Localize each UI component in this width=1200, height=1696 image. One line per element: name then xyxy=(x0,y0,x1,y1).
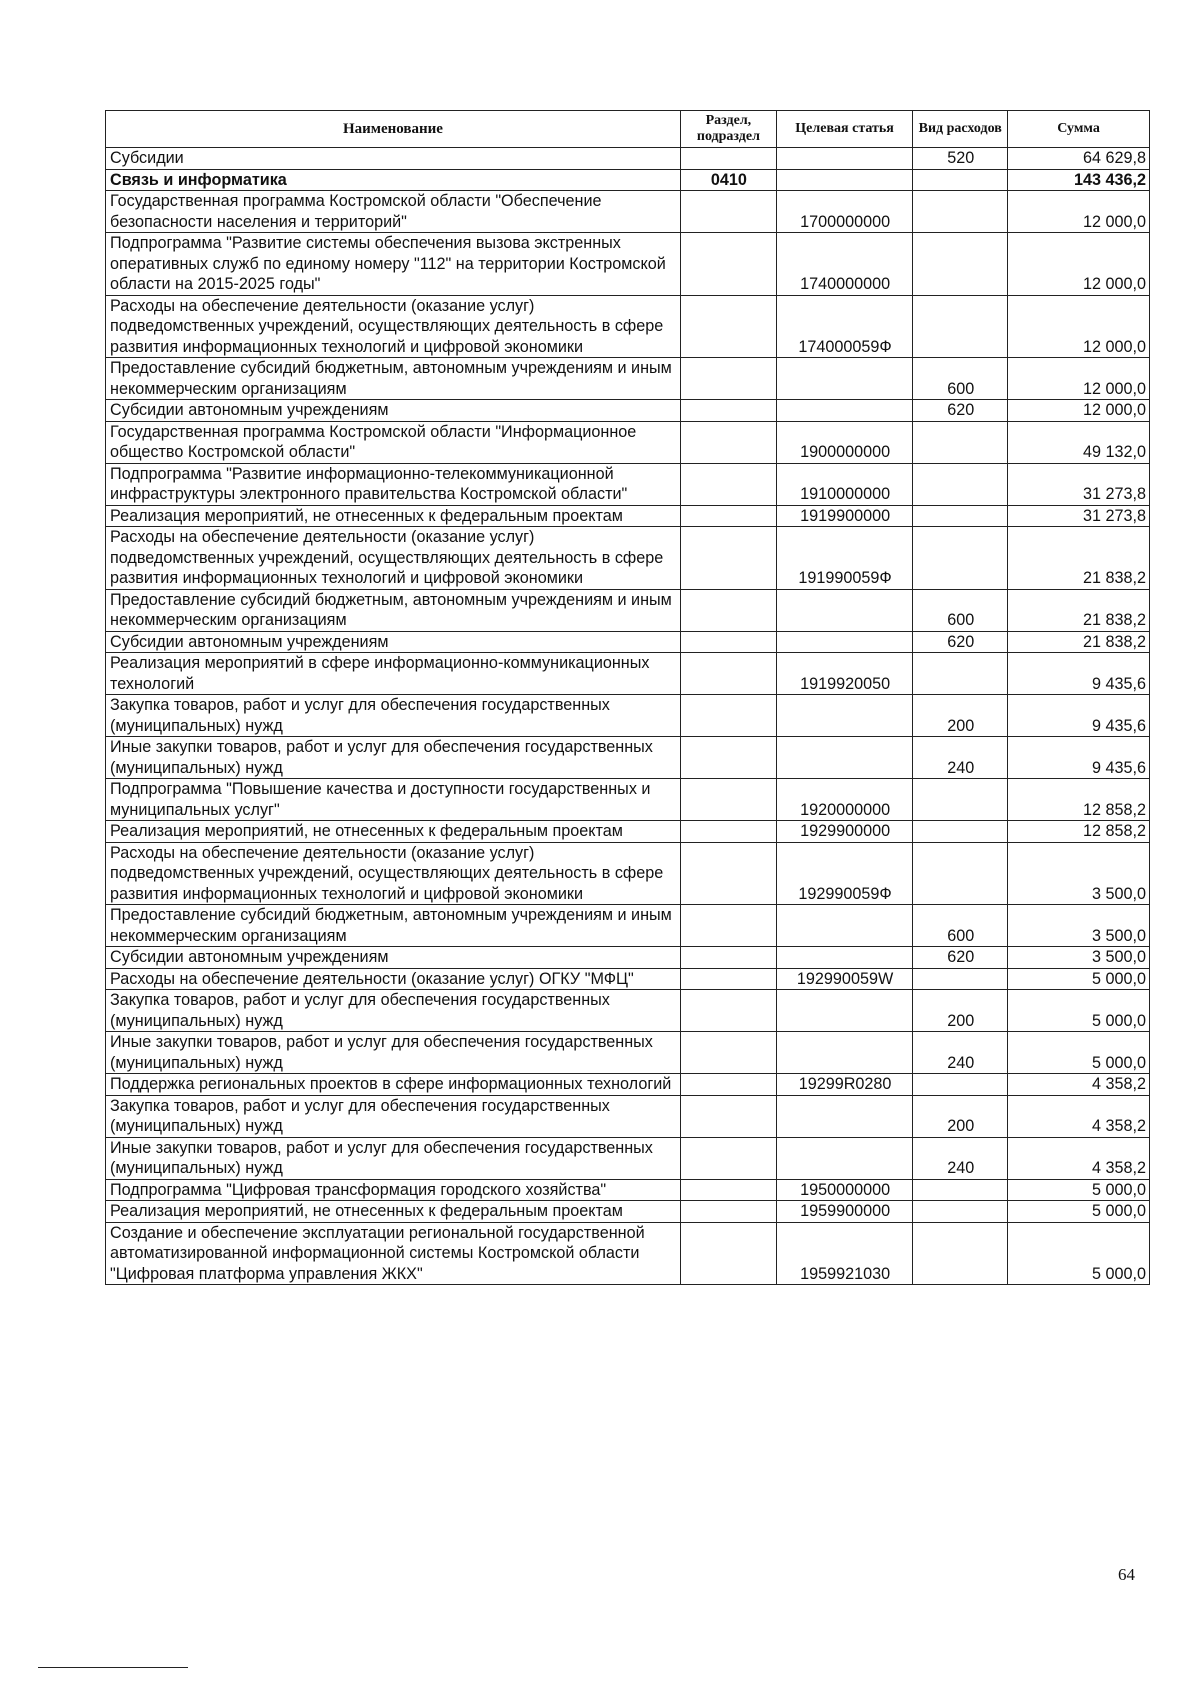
cell-target xyxy=(776,400,912,422)
cell-section xyxy=(680,653,776,695)
table-row xyxy=(106,990,1150,1032)
cell-sum: 5 000,0 xyxy=(1008,990,1150,1032)
cell-target xyxy=(776,1032,912,1074)
cell-kind: 620 xyxy=(913,631,1008,653)
cell-name: Реализация мероприятий, не отнесенных к федеральным проектам xyxy=(106,821,681,843)
cell-sum: 49 132,0 xyxy=(1008,421,1150,463)
cell-kind: 520 xyxy=(913,148,1008,170)
cell-target xyxy=(776,1095,912,1137)
cell-section xyxy=(680,821,776,843)
table-row xyxy=(106,1179,1150,1201)
cell-section xyxy=(680,1095,776,1137)
table-header-row xyxy=(106,111,1150,148)
table-row xyxy=(106,358,1150,400)
cell-target xyxy=(776,169,912,191)
header-target: Целевая статья xyxy=(776,111,912,148)
cell-target: 192990059Ф xyxy=(776,842,912,905)
cell-kind: 200 xyxy=(913,990,1008,1032)
cell-kind xyxy=(913,968,1008,990)
cell-sum: 31 273,8 xyxy=(1008,463,1150,505)
cell-name: Расходы на обеспечение деятельности (оказание услуг) подведомственных учреждений, осуществляющих деятельность в сфере развития информационных технологий и цифровой экономики xyxy=(106,295,681,358)
table-row xyxy=(106,1137,1150,1179)
cell-name: Закупка товаров, работ и услуг для обеспечения государственных (муниципальных) нужд xyxy=(106,990,681,1032)
cell-kind: 240 xyxy=(913,1137,1008,1179)
cell-kind xyxy=(913,842,1008,905)
cell-kind: 200 xyxy=(913,695,1008,737)
cell-name: Реализация мероприятий, не отнесенных к федеральным проектам xyxy=(106,505,681,527)
cell-kind xyxy=(913,421,1008,463)
table-row xyxy=(106,589,1150,631)
cell-sum: 4 358,2 xyxy=(1008,1137,1150,1179)
cell-name: Иные закупки товаров, работ и услуг для обеспечения государственных (муниципальных) нужд xyxy=(106,737,681,779)
table-row xyxy=(106,233,1150,296)
cell-section xyxy=(680,947,776,969)
cell-name: Расходы на обеспечение деятельности (оказание услуг) подведомственных учреждений, осуществляющих деятельность в сфере развития информационных технологий и цифровой экономики xyxy=(106,527,681,590)
cell-target xyxy=(776,695,912,737)
cell-name: Создание и обеспечение эксплуатации региональной государственной автоматизированной информационной системы Костромской области "Цифровая платформа управления ЖКХ" xyxy=(106,1222,681,1285)
header-name: Наименование xyxy=(106,111,681,148)
cell-target xyxy=(776,589,912,631)
table-row xyxy=(106,842,1150,905)
cell-kind: 600 xyxy=(913,358,1008,400)
cell-name: Закупка товаров, работ и услуг для обеспечения государственных (муниципальных) нужд xyxy=(106,695,681,737)
cell-target: 1700000000 xyxy=(776,191,912,233)
cell-target xyxy=(776,947,912,969)
cell-target: 1959900000 xyxy=(776,1201,912,1223)
cell-section xyxy=(680,148,776,170)
cell-sum: 21 838,2 xyxy=(1008,589,1150,631)
cell-name: Связь и информатика xyxy=(106,169,681,191)
table-row xyxy=(106,191,1150,233)
cell-sum: 64 629,8 xyxy=(1008,148,1150,170)
table-row xyxy=(106,421,1150,463)
cell-name: Подпрограмма "Развитие информационно-телекоммуникационной инфраструктуры электронного правительства Костромской области" xyxy=(106,463,681,505)
cell-sum: 31 273,8 xyxy=(1008,505,1150,527)
cell-target xyxy=(776,148,912,170)
cell-sum: 12 000,0 xyxy=(1008,233,1150,296)
cell-sum: 5 000,0 xyxy=(1008,1222,1150,1285)
cell-kind: 600 xyxy=(913,589,1008,631)
cell-target: 192990059W xyxy=(776,968,912,990)
cell-section xyxy=(680,779,776,821)
header-kind: Вид расходов xyxy=(913,111,1008,148)
budget-sheet xyxy=(105,110,1150,1285)
cell-section xyxy=(680,191,776,233)
table-row xyxy=(106,295,1150,358)
cell-kind: 240 xyxy=(913,737,1008,779)
table-row xyxy=(106,1074,1150,1096)
cell-name: Закупка товаров, работ и услуг для обеспечения государственных (муниципальных) нужд xyxy=(106,1095,681,1137)
cell-kind: 200 xyxy=(913,1095,1008,1137)
cell-kind xyxy=(913,527,1008,590)
cell-section xyxy=(680,589,776,631)
cell-sum: 21 838,2 xyxy=(1008,631,1150,653)
cell-name: Реализация мероприятий в сфере информационно-коммуникационных технологий xyxy=(106,653,681,695)
cell-section xyxy=(680,1201,776,1223)
page-number: 64 xyxy=(1118,1565,1135,1584)
table-row xyxy=(106,1201,1150,1223)
table-row xyxy=(106,779,1150,821)
table-row xyxy=(106,695,1150,737)
cell-target xyxy=(776,1137,912,1179)
cell-section xyxy=(680,842,776,905)
cell-target xyxy=(776,358,912,400)
cell-kind xyxy=(913,1201,1008,1223)
cell-section xyxy=(680,968,776,990)
cell-sum: 9 435,6 xyxy=(1008,737,1150,779)
cell-sum: 4 358,2 xyxy=(1008,1074,1150,1096)
table-row xyxy=(106,905,1150,947)
cell-sum: 5 000,0 xyxy=(1008,1179,1150,1201)
cell-name: Подпрограмма "Цифровая трансформация городского хозяйства" xyxy=(106,1179,681,1201)
table-row xyxy=(106,631,1150,653)
cell-kind xyxy=(913,191,1008,233)
cell-name: Иные закупки товаров, работ и услуг для обеспечения государственных (муниципальных) нужд xyxy=(106,1032,681,1074)
cell-sum: 3 500,0 xyxy=(1008,905,1150,947)
cell-kind xyxy=(913,821,1008,843)
cell-name: Подпрограмма "Повышение качества и доступности государственных и муниципальных услуг" xyxy=(106,779,681,821)
cell-sum: 12 858,2 xyxy=(1008,779,1150,821)
cell-sum: 4 358,2 xyxy=(1008,1095,1150,1137)
table-row xyxy=(106,400,1150,422)
cell-section xyxy=(680,505,776,527)
table-row xyxy=(106,505,1150,527)
cell-sum: 9 435,6 xyxy=(1008,653,1150,695)
cell-section xyxy=(680,421,776,463)
table-row xyxy=(106,463,1150,505)
header-sum: Сумма xyxy=(1008,111,1150,148)
cell-kind xyxy=(913,779,1008,821)
cell-name: Иные закупки товаров, работ и услуг для обеспечения государственных (муниципальных) нужд xyxy=(106,1137,681,1179)
cell-sum: 9 435,6 xyxy=(1008,695,1150,737)
table-row xyxy=(106,1222,1150,1285)
cell-name: Поддержка региональных проектов в сфере информационных технологий xyxy=(106,1074,681,1096)
cell-kind xyxy=(913,505,1008,527)
table-row xyxy=(106,821,1150,843)
cell-kind: 240 xyxy=(913,1032,1008,1074)
cell-section xyxy=(680,1032,776,1074)
table-body xyxy=(106,148,1150,1285)
cell-sum: 5 000,0 xyxy=(1008,1201,1150,1223)
cell-name: Расходы на обеспечение деятельности (оказание услуг) ОГКУ "МФЦ" xyxy=(106,968,681,990)
budget-table xyxy=(105,110,1150,1285)
cell-section xyxy=(680,990,776,1032)
cell-kind xyxy=(913,1179,1008,1201)
cell-sum: 12 000,0 xyxy=(1008,191,1150,233)
cell-sum: 5 000,0 xyxy=(1008,1032,1150,1074)
cell-section xyxy=(680,1074,776,1096)
cell-name: Государственная программа Костромской области "Информационное общество Костромской области" xyxy=(106,421,681,463)
cell-section xyxy=(680,295,776,358)
cell-section: 0410 xyxy=(680,169,776,191)
cell-name: Государственная программа Костромской области "Обеспечение безопасности населения и территорий" xyxy=(106,191,681,233)
footnote-divider xyxy=(38,1667,188,1668)
cell-section xyxy=(680,737,776,779)
cell-sum: 143 436,2 xyxy=(1008,169,1150,191)
table-row xyxy=(106,947,1150,969)
cell-name: Субсидии xyxy=(106,148,681,170)
cell-target: 19299R0280 xyxy=(776,1074,912,1096)
cell-sum: 3 500,0 xyxy=(1008,842,1150,905)
cell-target: 1900000000 xyxy=(776,421,912,463)
cell-kind: 620 xyxy=(913,947,1008,969)
cell-target: 1910000000 xyxy=(776,463,912,505)
cell-section xyxy=(680,1222,776,1285)
cell-sum: 12 858,2 xyxy=(1008,821,1150,843)
cell-target xyxy=(776,737,912,779)
cell-name: Реализация мероприятий, не отнесенных к федеральным проектам xyxy=(106,1201,681,1223)
cell-name: Субсидии автономным учреждениям xyxy=(106,631,681,653)
cell-name: Предоставление субсидий бюджетным, автономным учреждениям и иным некоммерческим организациям xyxy=(106,589,681,631)
header-section: Раздел, подраздел xyxy=(680,111,776,148)
cell-target: 1919920050 xyxy=(776,653,912,695)
cell-name: Подпрограмма "Развитие системы обеспечения вызова экстренных оперативных служб по единому номеру "112" на территории Костромской области на 2015-2025 годы" xyxy=(106,233,681,296)
cell-section xyxy=(680,1179,776,1201)
cell-target: 1920000000 xyxy=(776,779,912,821)
cell-name: Расходы на обеспечение деятельности (оказание услуг) подведомственных учреждений, осуществляющих деятельность в сфере развития информационных технологий и цифровой экономики xyxy=(106,842,681,905)
cell-kind xyxy=(913,653,1008,695)
table-row xyxy=(106,653,1150,695)
cell-target: 1929900000 xyxy=(776,821,912,843)
table-row xyxy=(106,1095,1150,1137)
cell-kind: 600 xyxy=(913,905,1008,947)
cell-name: Субсидии автономным учреждениям xyxy=(106,400,681,422)
cell-sum: 21 838,2 xyxy=(1008,527,1150,590)
cell-sum: 5 000,0 xyxy=(1008,968,1150,990)
table-row xyxy=(106,169,1150,191)
cell-target: 1959921030 xyxy=(776,1222,912,1285)
cell-kind xyxy=(913,463,1008,505)
cell-kind xyxy=(913,169,1008,191)
cell-target xyxy=(776,905,912,947)
cell-sum: 3 500,0 xyxy=(1008,947,1150,969)
cell-target: 1919900000 xyxy=(776,505,912,527)
cell-kind xyxy=(913,295,1008,358)
cell-kind xyxy=(913,1222,1008,1285)
cell-section xyxy=(680,527,776,590)
cell-section xyxy=(680,695,776,737)
cell-section xyxy=(680,233,776,296)
cell-section xyxy=(680,400,776,422)
cell-kind xyxy=(913,1074,1008,1096)
cell-kind xyxy=(913,233,1008,296)
cell-name: Субсидии автономным учреждениям xyxy=(106,947,681,969)
table-row xyxy=(106,527,1150,590)
cell-target xyxy=(776,990,912,1032)
table-row xyxy=(106,737,1150,779)
cell-sum: 12 000,0 xyxy=(1008,400,1150,422)
cell-name: Предоставление субсидий бюджетным, автономным учреждениям и иным некоммерческим организациям xyxy=(106,905,681,947)
cell-name: Предоставление субсидий бюджетным, автономным учреждениям и иным некоммерческим организациям xyxy=(106,358,681,400)
table-row xyxy=(106,968,1150,990)
cell-section xyxy=(680,631,776,653)
table-row xyxy=(106,1032,1150,1074)
cell-sum: 12 000,0 xyxy=(1008,358,1150,400)
cell-section xyxy=(680,358,776,400)
cell-target: 174000059Ф xyxy=(776,295,912,358)
cell-section xyxy=(680,905,776,947)
cell-section xyxy=(680,463,776,505)
cell-target: 191990059Ф xyxy=(776,527,912,590)
cell-section xyxy=(680,1137,776,1179)
table-row xyxy=(106,148,1150,170)
cell-target: 1740000000 xyxy=(776,233,912,296)
cell-kind: 620 xyxy=(913,400,1008,422)
cell-target xyxy=(776,631,912,653)
cell-sum: 12 000,0 xyxy=(1008,295,1150,358)
cell-target: 1950000000 xyxy=(776,1179,912,1201)
